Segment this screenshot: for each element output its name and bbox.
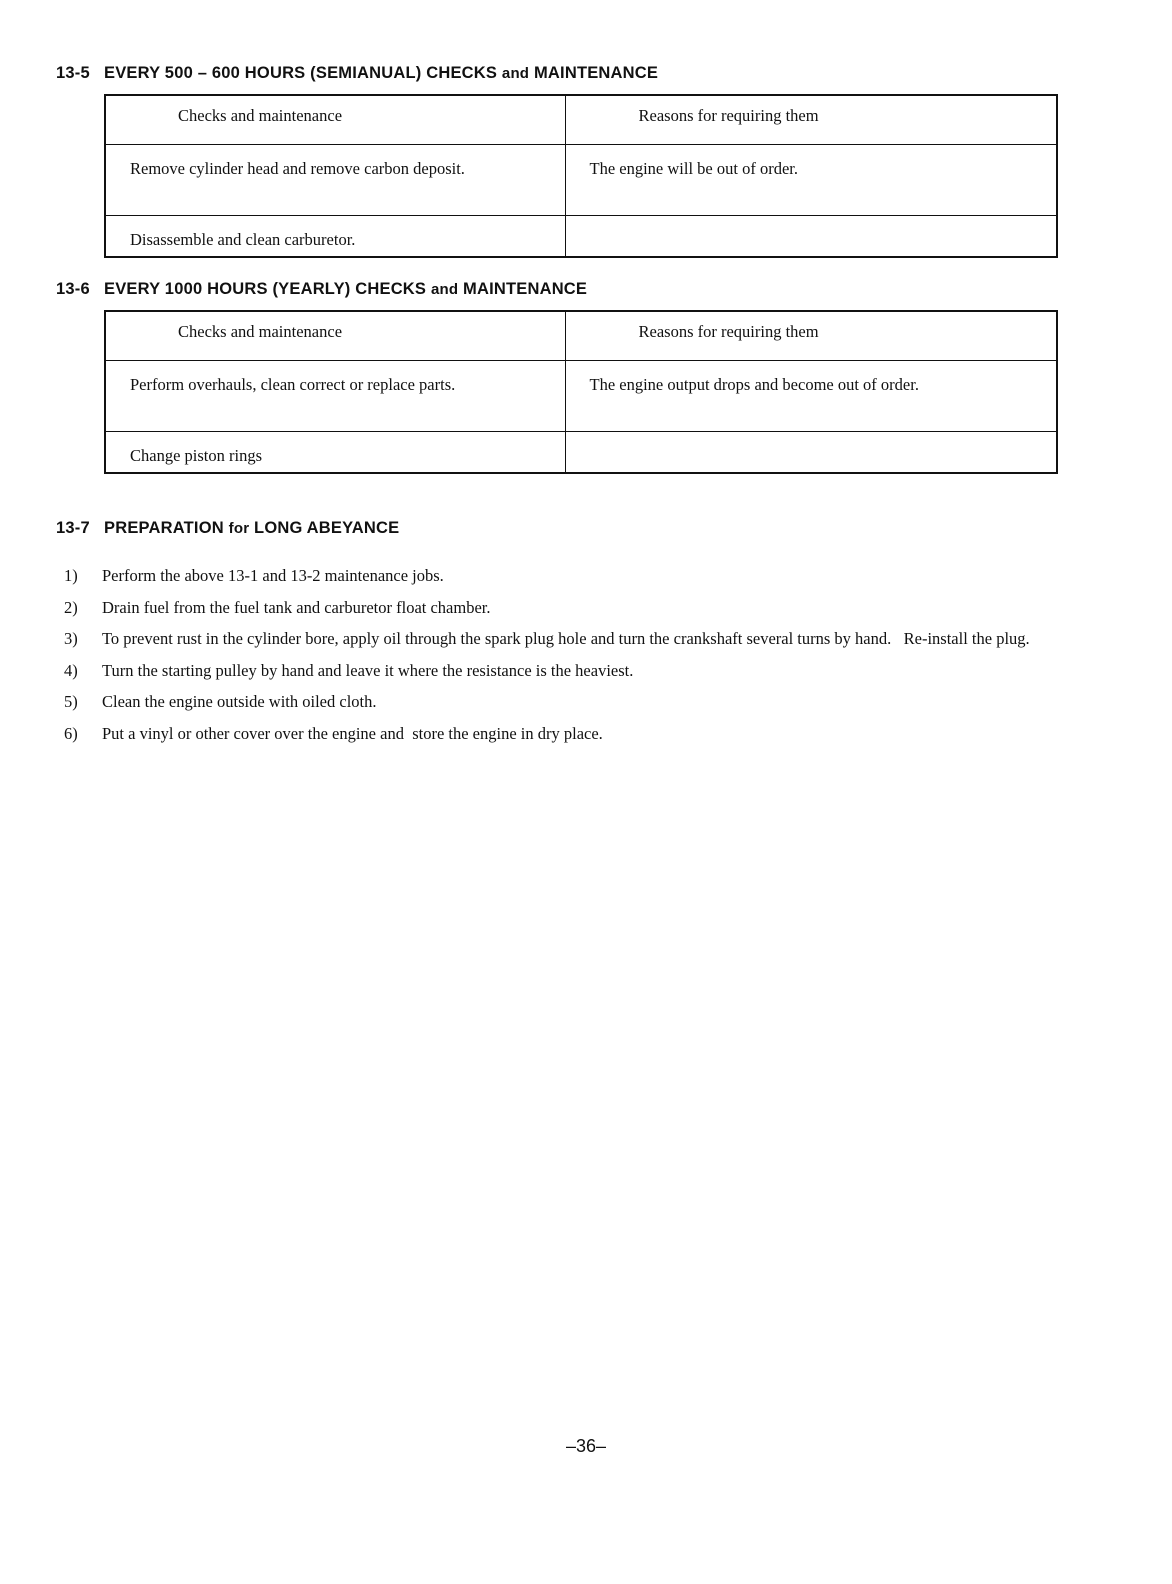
section-title-part: LONG ABEYANCE [254, 519, 400, 537]
list-item-number: 2) [64, 597, 78, 617]
section-number: 13-6 [56, 280, 90, 298]
section-13-5-heading [56, 64, 658, 83]
reason-cell [565, 216, 1057, 258]
section-13-6-heading [56, 280, 587, 299]
section-13-7-heading [56, 519, 399, 538]
list-item-number: 6) [64, 723, 78, 743]
section-title-part: EVERY 1000 HOURS (YEARLY) CHECKS [104, 280, 427, 298]
check-cell: Change piston rings [105, 432, 565, 474]
column-header: Checks and maintenance [105, 95, 565, 145]
reason-cell: The engine output drops and become out of order. [565, 361, 1057, 432]
section-title-part: EVERY 500 – 600 HOURS (SEMIANUAL) CHECKS [104, 64, 498, 82]
section-title-part: MAINTENANCE [533, 64, 659, 82]
check-cell: Perform overhauls, clean correct or replace parts. [105, 361, 565, 432]
table-row [105, 145, 1057, 216]
page-number: –36– [565, 1436, 607, 1456]
section-title-part: PREPARATION [104, 519, 224, 537]
check-cell: Disassemble and clean carburetor. [105, 216, 565, 258]
maintenance-table-13-6 [104, 310, 1058, 474]
list-item-number: 1) [64, 566, 78, 585]
list-item-text: Turn the starting pulley by hand and leave it where the resistance is the heaviest. [102, 660, 634, 680]
table-header-row [105, 311, 1057, 361]
list-item-text: Perform the above 13-1 and 13-2 maintenance jobs. [102, 566, 444, 585]
reason-cell [565, 432, 1057, 474]
list-item-text: Clean the engine outside with oiled cloth. [102, 692, 377, 711]
list-item-number: 3) [64, 629, 78, 648]
list-item [64, 718, 1092, 750]
list-item [64, 623, 1092, 655]
section-number: 13-7 [56, 519, 90, 537]
section-number: 13-5 [56, 64, 90, 82]
section-title-conjunction: for [228, 520, 250, 537]
list-item-text: To prevent rust in the cylinder bore, apply oil through the spark plug hole and turn the crankshaft several turns by hand. Re-install the plug. [102, 629, 1030, 648]
section-title-conjunction: and [501, 65, 530, 82]
list-item [64, 560, 1092, 592]
table-row [105, 432, 1057, 474]
column-header: Reasons for requiring them [565, 311, 1057, 361]
list-item-number: 5) [64, 692, 78, 711]
list-item-text: Drain fuel from the fuel tank and carburetor float chamber. [102, 597, 491, 617]
table-row [105, 361, 1057, 432]
list-item [64, 686, 1092, 718]
list-item [64, 655, 1092, 687]
list-item [64, 592, 1092, 624]
maintenance-table-13-5 [104, 94, 1058, 258]
list-item-number: 4) [64, 660, 78, 680]
preparation-list [64, 560, 1092, 749]
check-cell: Remove cylinder head and remove carbon deposit. [105, 145, 565, 216]
column-header: Reasons for requiring them [565, 95, 1057, 145]
reason-cell: The engine will be out of order. [565, 145, 1057, 216]
section-title-part: MAINTENANCE [463, 280, 588, 298]
table-header-row [105, 95, 1057, 145]
section-title-conjunction: and [430, 281, 459, 298]
column-header: Checks and maintenance [105, 311, 565, 361]
list-item-text: Put a vinyl or other cover over the engine and store the engine in dry place. [102, 723, 603, 743]
table-row [105, 216, 1057, 258]
